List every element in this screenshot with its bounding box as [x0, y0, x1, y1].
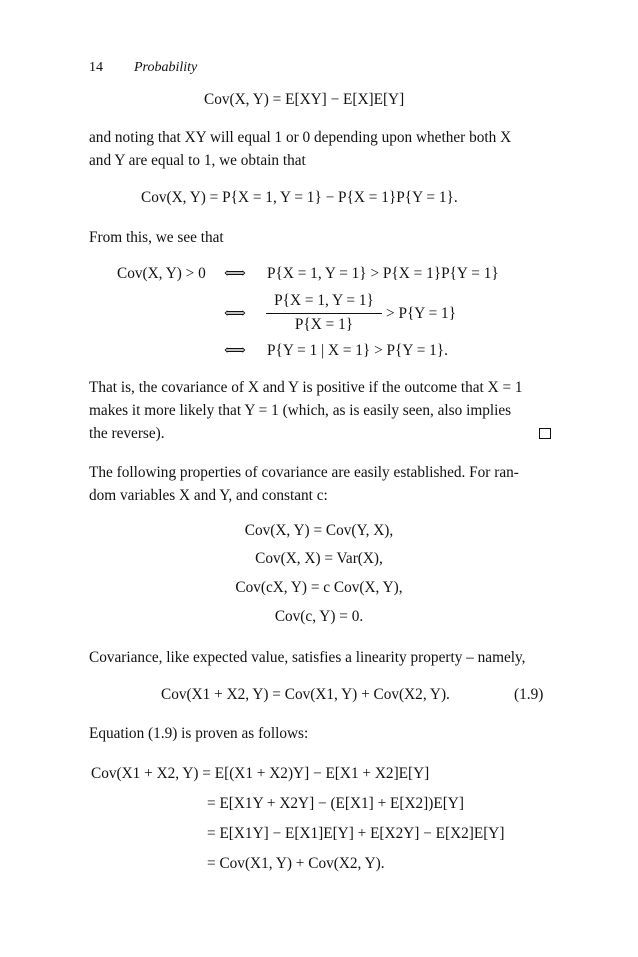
- equiv-arrow-3: ⟺: [224, 342, 246, 359]
- equation-1-9: Cov(X1 + X2, Y) = Cov(X1, Y) + Cov(X2, Y).: [161, 686, 450, 703]
- paragraph-that-is-line2: makes it more likely that Y = 1 (which, as is easily seen, also implies: [89, 402, 512, 419]
- property-variance: Cov(X, X) = Var(X),: [255, 550, 383, 567]
- property-symmetry: Cov(X, Y) = Cov(Y, X),: [244, 522, 394, 539]
- page-number: 14: [89, 60, 103, 75]
- paragraph-linearity: Covariance, like expected value, satisfies a linearity property – namely,: [89, 649, 526, 666]
- proof-line-4: = Cov(X1, Y) + Cov(X2, Y).: [207, 855, 385, 872]
- paragraph-proof: Equation (1.9) is proven as follows:: [89, 725, 309, 742]
- paragraph-that-is-line1: That is, the covariance of X and Y is positive if the outcome that X = 1: [89, 379, 523, 396]
- proof-line-1: Cov(X1 + X2, Y) = E[(X1 + X2)Y] − E[X1 + X2]E[Y]: [91, 765, 430, 782]
- property-scaling: Cov(cX, Y) = c Cov(X, Y),: [235, 579, 403, 596]
- running-title: Probability: [134, 60, 198, 75]
- equation-text: Cov(X, Y) = E[XY] − E[X]E[Y]: [204, 91, 405, 108]
- equiv-row2-denominator: P{X = 1}: [294, 316, 354, 333]
- equation-cov-probabilities: Cov(X, Y) = P{X = 1, Y = 1} − P{X = 1}P{Y = 1}.: [141, 189, 458, 206]
- paragraph-that-is-line3: the reverse).: [89, 425, 165, 442]
- equation-number: (1.9): [514, 686, 544, 703]
- qed-box-icon: [539, 428, 551, 439]
- paragraph-noting-line2: and Y are equal to 1, we obtain that: [89, 152, 306, 169]
- equiv-arrow-1: ⟺: [224, 265, 246, 282]
- equiv-row2-numerator: P{X = 1, Y = 1}: [274, 292, 374, 309]
- paragraph-noting-line1: and noting that XY will equal 1 or 0 depending upon whether both X: [89, 129, 512, 146]
- equiv-arrow-2: ⟺: [224, 305, 246, 322]
- equiv-row3-rhs: P{Y = 1 | X = 1} > P{Y = 1}.: [267, 342, 448, 359]
- paragraph-from-this: From this, we see that: [89, 229, 224, 246]
- equation-cov-definition: [204, 89, 404, 111]
- paragraph-properties-line1: The following properties of covariance are easily established. For ran-: [89, 464, 519, 481]
- proof-line-2: = E[X1Y + X2Y] − (E[X1] + E[X2])E[Y]: [207, 795, 464, 812]
- property-constant: Cov(c, Y) = 0.: [274, 608, 364, 625]
- proof-line-3: = E[X1Y] − E[X1]E[Y] + E[X2Y] − E[X2]E[Y]: [207, 825, 505, 842]
- equiv-row1-lhs: Cov(X, Y) > 0: [117, 265, 206, 282]
- paragraph-properties-line2: dom variables X and Y, and constant c:: [89, 487, 328, 504]
- equiv-row2-rhs: > P{Y = 1}: [386, 305, 457, 322]
- equiv-row1-rhs: P{X = 1, Y = 1} > P{X = 1}P{Y = 1}: [267, 265, 499, 282]
